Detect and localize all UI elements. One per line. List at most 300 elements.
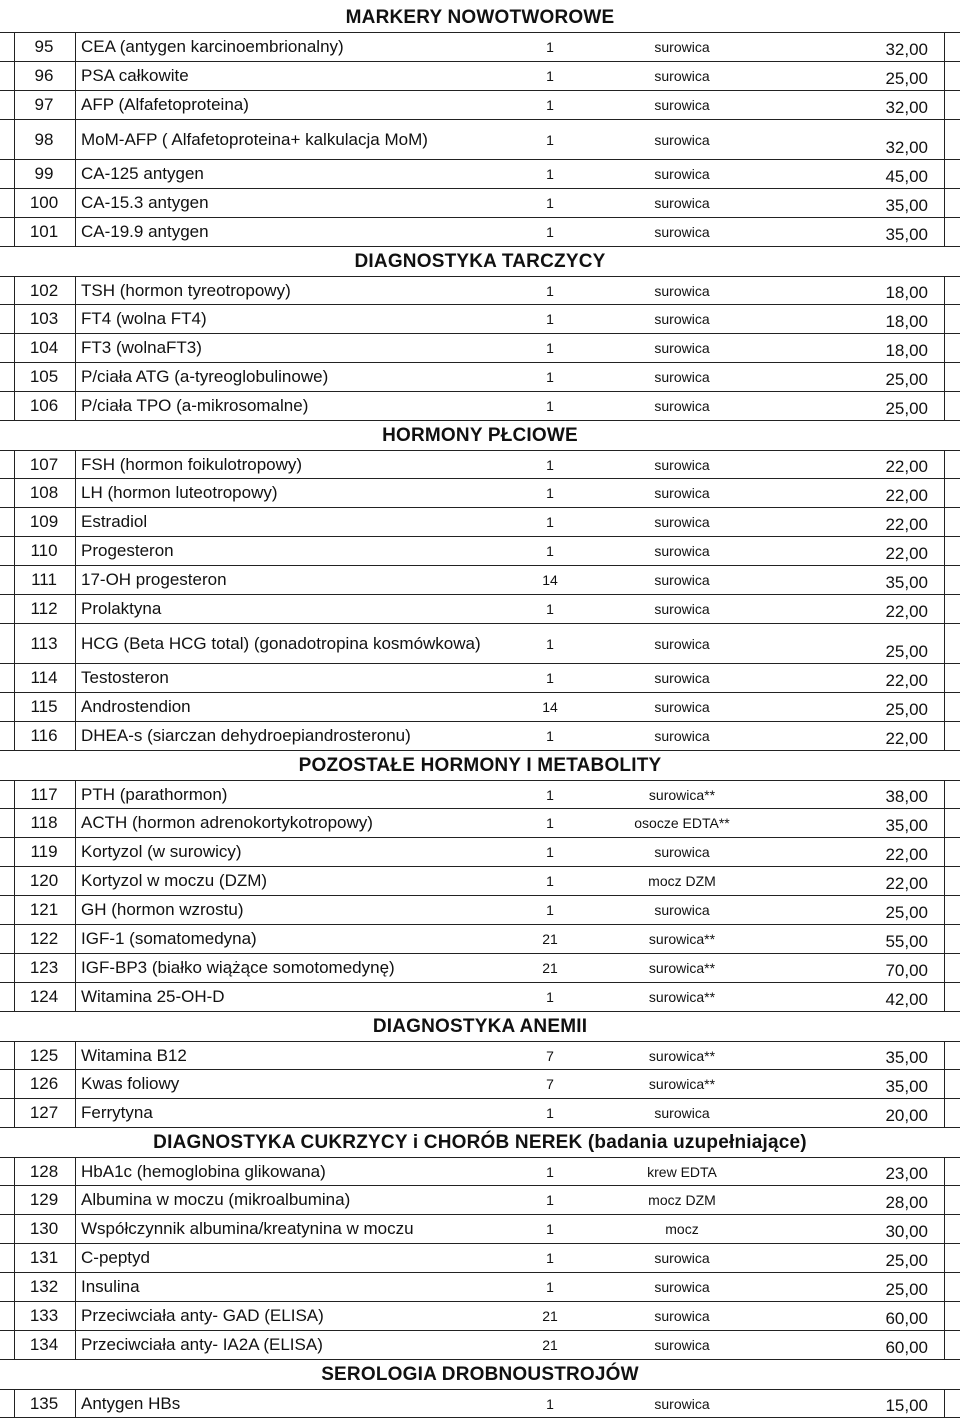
row-number: 104 [29,338,59,357]
test-name: Przeciwciała anty- IA2A (ELISA) [81,1335,323,1354]
column-divider [75,1099,76,1127]
test-name: IGF-BP3 (białko wiążące somotomedynę) [81,958,395,977]
row-number: 98 [34,129,54,149]
turnaround-days: 1 [546,131,554,148]
test-name: Androstendion [81,697,191,716]
column-divider [944,1042,945,1069]
test-price: 42,00 [885,990,928,1009]
column-divider [75,925,76,953]
sample-material: surowica [654,699,710,715]
test-price: 55,00 [885,932,928,951]
column-divider [75,479,76,507]
column-divider [944,595,945,623]
column-divider [75,1331,76,1359]
test-name: Przeciwciała anty- GAD (ELISA) [81,1306,324,1325]
test-price: 22,00 [885,457,928,476]
sample-material: surowica** [648,786,716,803]
turnaround-days: 14 [542,572,558,588]
turnaround-days: 21 [542,1337,558,1353]
sample-material: surowica** [648,989,716,1005]
turnaround-days: 1 [546,1250,554,1266]
test-name: Kortyzol (w surowicy) [81,842,242,861]
test-name: CA-15.3 antygen [81,193,209,212]
column-divider [944,722,945,750]
row-number: 100 [29,193,59,212]
sample-material: surowica [654,1105,710,1121]
sample-material: surowica [654,1279,710,1295]
sample-material: surowica [654,369,710,385]
column-divider [75,1186,76,1214]
table-row [0,1099,960,1128]
column-divider [944,693,945,721]
sample-material: surowica [654,97,710,113]
row-number: 132 [29,1277,59,1296]
column-divider [944,334,945,362]
column-divider [944,91,945,119]
turnaround-days: 1 [546,786,554,803]
column-divider [944,277,945,304]
table-row [0,664,960,693]
turnaround-days: 1 [546,282,554,299]
column-divider [944,451,945,478]
test-name: AFP (Alfafetoproteina) [81,95,249,114]
test-price: 25,00 [885,700,928,719]
row-number: 130 [29,1219,59,1238]
test-price: 38,00 [885,787,928,806]
test-name: Witamina B12 [81,1045,187,1065]
sample-material: surowica** [648,960,716,976]
sample-material: krew EDTA [647,1163,717,1180]
turnaround-days: 7 [546,1076,554,1092]
test-price: 22,00 [885,544,928,563]
column-divider [944,624,945,663]
sample-material: surowica [654,1250,710,1266]
column-divider [75,693,76,721]
test-price: 18,00 [885,341,928,360]
row-number: 110 [30,541,58,560]
sample-material: surowica [654,902,710,918]
test-name: Ferrytyna [81,1103,153,1122]
table-row [0,595,960,624]
turnaround-days: 1 [546,68,554,84]
column-divider [944,218,945,246]
test-price: 35,00 [885,1048,928,1067]
column-divider [944,983,945,1011]
column-divider [944,1158,945,1185]
column-divider [944,664,945,692]
test-price: 25,00 [885,69,928,88]
test-name: DHEA-s (siarczan dehydroepiandrosteronu) [81,726,411,745]
test-price: 22,00 [885,515,928,534]
test-name: PSA całkowite [81,66,189,85]
row-number: 115 [30,697,58,716]
table-row [0,838,960,867]
column-divider [75,91,76,119]
column-divider [75,33,76,61]
table-row [0,1041,960,1070]
column-divider [75,120,76,159]
table-row [0,218,960,247]
test-name: ACTH (hormon adrenokortykotropowy) [81,813,373,832]
column-divider [944,566,945,594]
row-number: 124 [29,987,59,1006]
row-number: 135 [29,1393,59,1413]
test-name: Estradiol [81,512,148,531]
turnaround-days: 1 [546,1221,554,1237]
turnaround-days: 1 [546,989,554,1005]
table-row [0,91,960,120]
sample-material: surowica [654,670,710,686]
test-name: P/ciała TPO (a-mikrosomalne) [81,396,309,415]
turnaround-days: 1 [546,543,554,559]
column-divider [75,595,76,623]
test-price: 35,00 [885,573,928,592]
turnaround-days: 1 [546,514,554,530]
table-row [0,624,960,664]
test-name: HCG (Beta HCG total) (gonadotropina kosmówkowa) [81,633,481,653]
test-price: 23,00 [885,1164,928,1183]
table-row [0,809,960,838]
table-row [0,334,960,363]
table-row [0,1389,960,1418]
column-divider [944,33,945,61]
turnaround-days: 1 [546,311,554,327]
column-divider [944,392,945,420]
test-name: 17-OH progesteron [81,570,227,589]
turnaround-days: 14 [542,699,558,715]
row-number: 97 [34,95,54,114]
column-divider [944,781,945,808]
column-divider [944,508,945,536]
column-divider [75,781,76,808]
table-row [0,62,960,91]
test-price: 25,00 [885,1251,928,1270]
row-number: 107 [29,454,59,474]
test-price: 28,00 [885,1193,928,1212]
row-number: 134 [29,1335,59,1354]
test-price: 22,00 [885,874,928,893]
section-title: DIAGNOSTYKA TARCZYCY [354,250,606,272]
test-price: 25,00 [885,399,928,418]
turnaround-days: 21 [542,931,558,947]
column-divider [944,896,945,924]
test-name: CA-19.9 antygen [81,222,209,241]
table-row [0,1070,960,1099]
table-row [0,160,960,189]
test-name: Witamina 25-OH-D [81,987,225,1006]
column-divider [944,925,945,953]
row-number: 112 [30,599,58,618]
table-row [0,1302,960,1331]
section-title: DIAGNOSTYKA CUKRZYCY i CHORÓB NEREK (badania uzupełniające) [153,1131,807,1153]
table-row [0,1186,960,1215]
test-name: PTH (parathormon) [81,784,228,804]
test-price: 32,00 [885,40,928,59]
row-number: 103 [29,309,59,328]
turnaround-days: 1 [546,1192,554,1208]
test-price: 18,00 [885,283,928,302]
turnaround-days: 1 [546,844,554,860]
turnaround-days: 1 [546,398,554,414]
column-divider [944,189,945,217]
test-name: Testosteron [81,668,169,687]
sample-material: surowica [654,311,710,327]
turnaround-days: 1 [546,815,554,831]
row-number: 127 [29,1103,59,1122]
column-divider [75,334,76,362]
row-number: 95 [34,37,54,56]
turnaround-days: 1 [546,39,554,55]
test-name: CEA (antygen karcinoembrionalny) [81,37,344,56]
sample-material: surowica [654,1395,710,1412]
column-divider [944,1186,945,1214]
test-name: Kortyzol w moczu (DZM) [81,871,268,890]
table-row [0,120,960,160]
test-price: 35,00 [885,1077,928,1096]
test-price: 35,00 [885,816,928,835]
row-number: 113 [30,633,58,653]
table-row [0,363,960,392]
sample-material: osocze EDTA** [634,815,730,831]
test-name: MoM-AFP ( Alfafetoproteina+ kalkulacja MoM) [81,129,428,149]
sample-material: surowica** [648,1076,716,1092]
section-title: HORMONY PŁCIOWE [382,424,578,446]
table-row [0,392,960,421]
sample-material: surowica [654,1308,710,1324]
column-divider [944,62,945,90]
test-name: FSH (hormon foikulotropowy) [81,454,303,474]
row-number: 128 [29,1161,59,1181]
turnaround-days: 1 [546,1163,554,1180]
table-row [0,33,960,62]
table-row [0,954,960,983]
column-divider [75,305,76,333]
sample-material: surowica [654,224,710,240]
column-divider [75,1244,76,1272]
table-row [0,896,960,925]
column-divider [75,867,76,895]
table-row [0,722,960,751]
column-divider [944,954,945,982]
sample-material: surowica [654,543,710,559]
test-price: 22,00 [885,602,928,621]
sample-material: surowica [654,68,710,84]
test-name: TSH (hormon tyreotropowy) [81,280,291,300]
test-name: Insulina [81,1277,140,1296]
row-number: 121 [29,900,59,919]
row-number: 108 [29,483,59,502]
table-row [0,537,960,566]
sample-material: surowica [654,485,710,501]
column-divider [944,1331,945,1359]
table-row [0,925,960,954]
row-number: 118 [30,813,58,832]
test-price: 25,00 [885,903,928,922]
sample-material: surowica [654,166,710,182]
section-title: DIAGNOSTYKA ANEMII [372,1015,588,1037]
column-divider [75,62,76,90]
table-row [0,693,960,722]
row-number: 106 [29,396,59,415]
test-price: 20,00 [885,1106,928,1125]
table-row [0,983,960,1012]
column-divider [75,566,76,594]
column-divider [75,809,76,837]
sample-material: surowica [654,728,710,744]
test-price: 22,00 [885,486,928,505]
column-divider [944,305,945,333]
sample-material: surowica [654,195,710,211]
row-number: 99 [34,164,54,183]
turnaround-days: 1 [546,97,554,113]
sample-material: surowica** [648,1047,716,1064]
test-price: 32,00 [885,138,928,157]
test-price: 25,00 [885,370,928,389]
table-row [0,450,960,479]
sample-material: surowica [654,39,710,55]
column-divider [75,838,76,866]
test-name: HbA1c (hemoglobina glikowana) [81,1161,326,1181]
turnaround-days: 1 [546,873,554,889]
column-divider [75,1390,76,1417]
turnaround-days: 1 [546,635,554,652]
row-number: 114 [30,668,58,687]
test-name: C-peptyd [81,1248,150,1267]
sample-material: surowica** [648,931,716,947]
column-divider [75,1158,76,1185]
turnaround-days: 1 [546,601,554,617]
turnaround-days: 1 [546,224,554,240]
section-title: MARKERY NOWOTWOROWE [0,4,960,33]
column-divider [944,1070,945,1098]
sample-material: surowica [654,456,710,473]
sample-material: surowica [654,340,710,356]
test-price: 32,00 [885,98,928,117]
column-divider [75,1042,76,1069]
test-name: Prolaktyna [81,599,162,618]
sample-material: mocz DZM [648,873,716,889]
row-number: 96 [34,66,54,85]
table-row [0,1273,960,1302]
column-divider [944,120,945,159]
row-number: 131 [29,1248,59,1267]
test-price: 25,00 [885,642,928,661]
turnaround-days: 1 [546,369,554,385]
sample-material: mocz DZM [648,1192,716,1208]
column-divider [75,1302,76,1330]
row-number: 101 [29,222,59,241]
column-divider [944,1099,945,1127]
test-name: P/ciała ATG (a-tyreoglobulinowe) [81,367,329,386]
table-row [0,780,960,809]
column-divider [75,160,76,188]
turnaround-days: 1 [546,670,554,686]
column-divider [944,1302,945,1330]
table-row [0,276,960,305]
row-number: 119 [30,842,58,861]
column-divider [75,363,76,391]
test-price: 60,00 [885,1338,928,1357]
column-divider [75,1273,76,1301]
sample-material: surowica [654,635,710,652]
turnaround-days: 1 [546,1395,554,1412]
sample-material: surowica [654,131,710,148]
row-number: 116 [30,726,58,745]
row-number: 122 [29,929,59,948]
row-number: 102 [29,280,59,300]
sample-material: surowica [654,572,710,588]
test-price: 25,00 [885,1280,928,1299]
turnaround-days: 21 [542,1308,558,1324]
test-name: Współczynnik albumina/kreatynina w moczu [81,1219,414,1238]
test-price: 22,00 [885,671,928,690]
table-row [0,1215,960,1244]
column-divider [944,867,945,895]
row-number: 111 [31,570,57,589]
column-divider [944,1390,945,1417]
section-title: SEROLOGIA DROBNOUSTROJÓW [321,1363,639,1385]
row-number: 133 [29,1306,59,1325]
column-divider [944,537,945,565]
turnaround-days: 1 [546,166,554,182]
test-price: 35,00 [885,196,928,215]
test-name: Antygen HBs [81,1393,181,1413]
test-name: FT4 (wolna FT4) [81,309,207,328]
column-divider [75,954,76,982]
column-divider [944,1215,945,1243]
table-row [0,479,960,508]
table-row [0,189,960,218]
column-divider [944,1244,945,1272]
column-divider [944,809,945,837]
row-number: 109 [29,512,59,531]
test-price: 18,00 [885,312,928,331]
table-row [0,305,960,334]
turnaround-days: 1 [546,1279,554,1295]
table-row [0,1157,960,1186]
sample-material: mocz [665,1221,699,1237]
column-divider [944,160,945,188]
test-name: LH (hormon luteotropowy) [81,483,278,502]
turnaround-days: 1 [546,728,554,744]
table-row [0,867,960,896]
test-name: FT3 (wolnaFT3) [81,338,202,357]
row-number: 123 [29,958,59,977]
sample-material: surowica [654,282,710,299]
sample-material: surowica [654,601,710,617]
column-divider [75,896,76,924]
sample-material: surowica [654,398,710,414]
turnaround-days: 1 [546,195,554,211]
turnaround-days: 7 [546,1047,554,1064]
section-title: POZOSTAŁE HORMONY I METABOLITY [298,754,662,776]
test-price: 30,00 [885,1222,928,1241]
column-divider [75,537,76,565]
column-divider [75,277,76,304]
column-divider [75,218,76,246]
column-divider [75,392,76,420]
column-divider [75,664,76,692]
sample-material: surowica [654,1337,710,1353]
test-price: 35,00 [885,225,928,244]
test-name: IGF-1 (somatomedyna) [81,929,257,948]
test-price: 60,00 [885,1309,928,1328]
column-divider [75,722,76,750]
table-row [0,508,960,537]
column-divider [75,1215,76,1243]
turnaround-days: 1 [546,485,554,501]
row-number: 120 [29,871,59,890]
